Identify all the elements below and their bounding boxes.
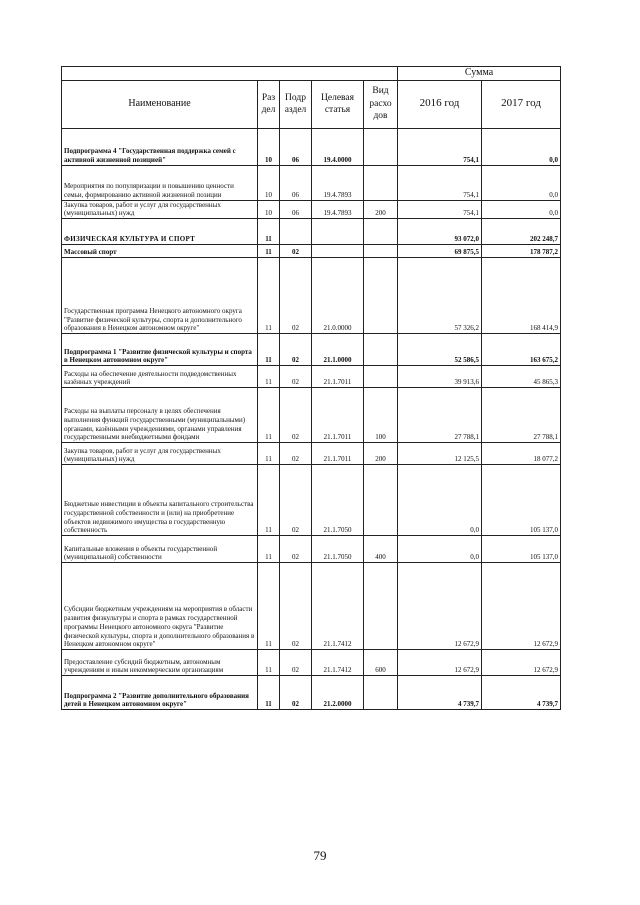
row-razdel: 11 xyxy=(258,219,280,245)
row-name: Мероприятия по популяризации и повышению ценности семьи, формированию активной жизненной позиции xyxy=(62,165,258,200)
table-row xyxy=(62,388,561,443)
row-expense-type xyxy=(364,165,398,200)
row-podrazdel: 06 xyxy=(280,165,312,200)
row-podrazdel: 02 xyxy=(280,536,312,563)
page-number: 79 xyxy=(313,848,327,863)
row-podrazdel xyxy=(280,219,312,245)
row-name: Подпрограмма 1 "Развитие физической культуры и спорта в Ненецком автономном округе" xyxy=(62,334,258,366)
table-row xyxy=(62,258,561,334)
row-name: Закупка товаров, работ и услуг для государственных (муниципальных) нужд xyxy=(62,200,258,219)
row-sum-2016: 57 326,2 xyxy=(398,258,482,334)
header-blank-cell xyxy=(62,67,398,81)
row-target-article xyxy=(312,219,364,245)
row-sum-2017: 4 739,7 xyxy=(482,676,561,710)
row-podrazdel: 02 xyxy=(280,465,312,536)
row-sum-2017: 0,0 xyxy=(482,128,561,165)
row-sum-2016: 52 586,5 xyxy=(398,334,482,366)
table-row xyxy=(62,650,561,676)
row-name: Закупка товаров, работ и услуг для государственных (муниципальных) нужд xyxy=(62,443,258,465)
header-podrazdel: Подр аздел xyxy=(280,80,312,128)
row-razdel: 11 xyxy=(258,563,280,650)
row-target-article: 19.4.0000 xyxy=(312,128,364,165)
row-expense-type xyxy=(364,465,398,536)
table-row xyxy=(62,128,561,165)
row-name: Расходы на обеспечение деятельности подведомственных казённых учреждений xyxy=(62,366,258,388)
row-sum-2016: 12 672,9 xyxy=(398,563,482,650)
row-sum-2016: 93 072,0 xyxy=(398,219,482,245)
row-target-article: 19.4.7893 xyxy=(312,200,364,219)
row-razdel: 10 xyxy=(258,165,280,200)
row-razdel: 11 xyxy=(258,443,280,465)
row-sum-2017: 0,0 xyxy=(482,200,561,219)
row-sum-2016: 69 875,5 xyxy=(398,245,482,258)
row-sum-2016: 27 788,1 xyxy=(398,388,482,443)
row-sum-2016: 12 125,5 xyxy=(398,443,482,465)
row-name: Подпрограмма 4 "Государственная поддержка семей с активной жизненной позицией" xyxy=(62,128,258,165)
row-target-article: 21.1.7011 xyxy=(312,443,364,465)
row-razdel: 11 xyxy=(258,465,280,536)
row-expense-type xyxy=(364,563,398,650)
row-name: Предоставление субсидий бюджетным, автономным учреждениям и иным некоммерческим организациям xyxy=(62,650,258,676)
row-target-article: 19.4.7893 xyxy=(312,165,364,200)
row-name: Подпрограмма 2 "Развитие дополнительного образования детей в Ненецком автономном округе" xyxy=(62,676,258,710)
row-name: Субсидии бюджетным учреждениям на мероприятия в области развития физкультуры и спорта в рамках государственной программы Ненецкого автономного округа "Развитие физической культуры, спорта и дополнительного образования в Ненецком автономном округе" xyxy=(62,563,258,650)
row-target-article: 21.1.7050 xyxy=(312,536,364,563)
row-razdel: 11 xyxy=(258,258,280,334)
header-name: Наименование xyxy=(62,80,258,128)
row-name: Расходы на выплаты персоналу в целях обеспечения выполнения функций государственными (муниципальными) органами, казёнными учреждениями, органами управления государственными внебюджетными фондами xyxy=(62,388,258,443)
table-row xyxy=(62,245,561,258)
row-podrazdel: 02 xyxy=(280,334,312,366)
row-target-article: 21.1.7412 xyxy=(312,563,364,650)
table-row xyxy=(62,536,561,563)
row-sum-2017: 105 137,0 xyxy=(482,536,561,563)
row-expense-type: 600 xyxy=(364,650,398,676)
row-razdel: 11 xyxy=(258,366,280,388)
row-sum-2016: 0,0 xyxy=(398,465,482,536)
row-target-article: 21.1.7011 xyxy=(312,388,364,443)
table-row xyxy=(62,219,561,245)
row-expense-type xyxy=(364,334,398,366)
row-expense-type xyxy=(364,676,398,710)
row-podrazdel: 02 xyxy=(280,245,312,258)
row-razdel: 11 xyxy=(258,245,280,258)
header-sum: Сумма xyxy=(398,67,561,81)
row-sum-2017: 12 672,9 xyxy=(482,650,561,676)
row-podrazdel: 02 xyxy=(280,443,312,465)
table-row xyxy=(62,443,561,465)
row-name: ФИЗИЧЕСКАЯ КУЛЬТУРА И СПОРТ xyxy=(62,219,258,245)
table-row xyxy=(62,563,561,650)
row-podrazdel: 02 xyxy=(280,676,312,710)
row-podrazdel: 02 xyxy=(280,258,312,334)
row-target-article: 21.1.0000 xyxy=(312,334,364,366)
row-sum-2017: 45 865,3 xyxy=(482,366,561,388)
table-row xyxy=(62,200,561,219)
row-expense-type xyxy=(364,366,398,388)
table-row xyxy=(62,366,561,388)
row-sum-2016: 12 672,9 xyxy=(398,650,482,676)
row-expense-type: 200 xyxy=(364,200,398,219)
row-razdel: 11 xyxy=(258,676,280,710)
row-sum-2017: 168 414,9 xyxy=(482,258,561,334)
row-sum-2017: 18 077,2 xyxy=(482,443,561,465)
row-razdel: 11 xyxy=(258,334,280,366)
table-row xyxy=(62,465,561,536)
row-sum-2017: 163 675,2 xyxy=(482,334,561,366)
row-razdel: 10 xyxy=(258,128,280,165)
row-podrazdel: 02 xyxy=(280,563,312,650)
row-sum-2016: 754,1 xyxy=(398,200,482,219)
row-sum-2016: 754,1 xyxy=(398,165,482,200)
row-name: Массовый спорт xyxy=(62,245,258,258)
row-target-article: 21.1.7050 xyxy=(312,465,364,536)
row-expense-type xyxy=(364,258,398,334)
row-sum-2016: 39 913,6 xyxy=(398,366,482,388)
row-podrazdel: 02 xyxy=(280,388,312,443)
row-sum-2016: 4 739,7 xyxy=(398,676,482,710)
row-expense-type: 400 xyxy=(364,536,398,563)
row-sum-2017: 178 787,2 xyxy=(482,245,561,258)
table-row xyxy=(62,676,561,710)
row-razdel: 10 xyxy=(258,200,280,219)
header-razdel: Раз дел xyxy=(258,80,280,128)
row-target-article: 21.0.0000 xyxy=(312,258,364,334)
row-podrazdel: 02 xyxy=(280,650,312,676)
row-razdel: 11 xyxy=(258,388,280,443)
row-expense-type: 100 xyxy=(364,388,398,443)
row-name: Государственная программа Ненецкого автономного округа "Развитие физической культуры, спорта и дополнительного образования в Ненецком автономном округе" xyxy=(62,258,258,334)
row-podrazdel: 06 xyxy=(280,200,312,219)
budget-table-body xyxy=(62,128,561,710)
row-expense-type xyxy=(364,128,398,165)
row-sum-2017: 12 672,9 xyxy=(482,563,561,650)
row-target-article: 21.1.7412 xyxy=(312,650,364,676)
row-expense-type xyxy=(364,245,398,258)
row-podrazdel: 06 xyxy=(280,128,312,165)
header-year-2017: 2017 год xyxy=(482,80,561,128)
header-expense-type: Вид расхо дов xyxy=(364,80,398,128)
row-razdel: 11 xyxy=(258,536,280,563)
row-razdel: 11 xyxy=(258,650,280,676)
row-name: Бюджетные инвестиции в объекты капитального строительства государственной собственности и (или) на приобретение объектов недвижимого имущества в государственную собственность xyxy=(62,465,258,536)
row-name: Капитальные вложения в объекты государственной (муниципальной) собственности xyxy=(62,536,258,563)
row-sum-2017: 27 788,1 xyxy=(482,388,561,443)
row-sum-2016: 754,1 xyxy=(398,128,482,165)
row-expense-type: 200 xyxy=(364,443,398,465)
row-sum-2016: 0,0 xyxy=(398,536,482,563)
header-target-article: Целевая статья xyxy=(312,80,364,128)
row-podrazdel: 02 xyxy=(280,366,312,388)
row-sum-2017: 105 137,0 xyxy=(482,465,561,536)
row-sum-2017: 0,0 xyxy=(482,165,561,200)
budget-table xyxy=(61,66,561,710)
row-target-article: 21.1.7011 xyxy=(312,366,364,388)
row-expense-type xyxy=(364,219,398,245)
row-target-article: 21.2.0000 xyxy=(312,676,364,710)
header-year-2016: 2016 год xyxy=(398,80,482,128)
table-row xyxy=(62,334,561,366)
table-row xyxy=(62,165,561,200)
row-target-article xyxy=(312,245,364,258)
row-sum-2017: 202 248,7 xyxy=(482,219,561,245)
